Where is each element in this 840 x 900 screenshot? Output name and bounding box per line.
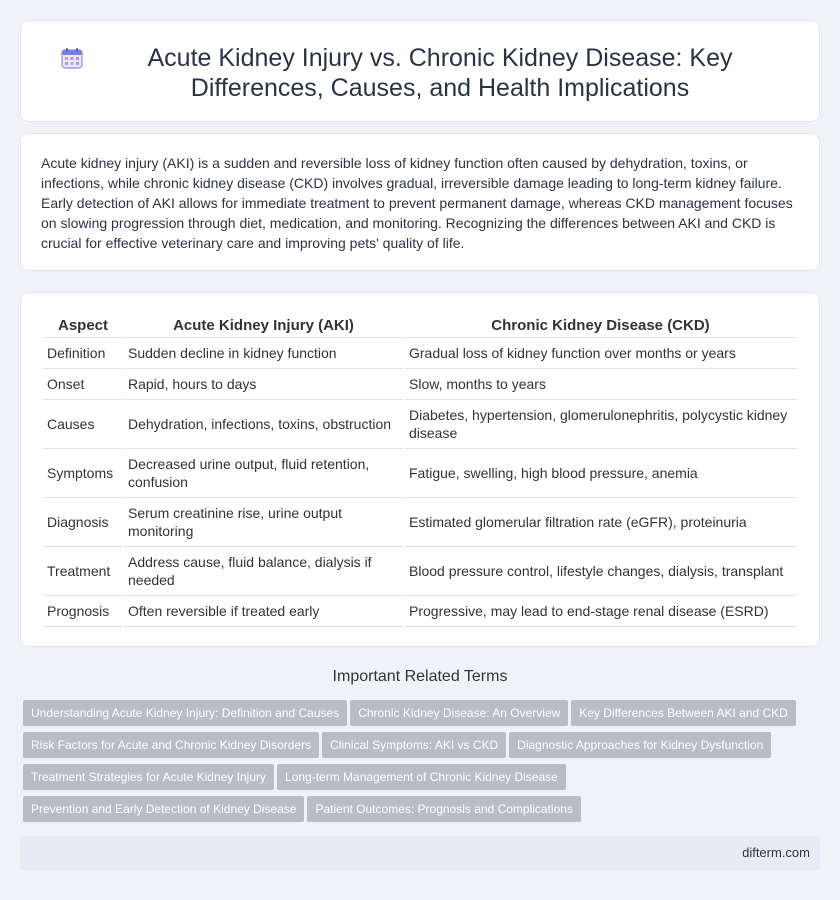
- related-term-tag[interactable]: Chronic Kidney Disease: An Overview: [350, 700, 568, 726]
- row-aspect: Definition: [43, 337, 123, 368]
- row-aki: Often reversible if treated early: [123, 595, 404, 626]
- row-aki: Rapid, hours to days: [123, 368, 404, 399]
- intro-paragraph: Acute kidney injury (AKI) is a sudden and reversible loss of kidney function often caused by dehydration, toxins, or infections, while chronic kidney disease (CKD) involves gradual, irreversible damage leading to long-term kidney failure. Early detection of AKI allows for immediate treatment to prevent permanent damage, whereas CKD management focuses on slowing progression through diet, medication, and monitoring. Recognizing the differences between AKI and CKD is crucial for effective veterinary care and improving pets' quality of life.: [41, 155, 793, 251]
- row-ckd: Fatigue, swelling, high blood pressure, anemia: [404, 448, 797, 497]
- row-aspect: Diagnosis: [43, 497, 123, 546]
- table-row: [43, 546, 797, 595]
- row-aki: Sudden decline in kidney function: [123, 337, 404, 368]
- related-term-tag[interactable]: Clinical Symptoms: AKI vs CKD: [322, 732, 506, 758]
- row-ckd: Slow, months to years: [404, 368, 797, 399]
- header-aspect: Aspect: [43, 307, 123, 337]
- row-aspect: Onset: [43, 368, 123, 399]
- comparison-table: [43, 307, 797, 627]
- row-ckd: Estimated glomerular filtration rate (eGFR), proteinuria: [404, 497, 797, 546]
- table-row: [43, 368, 797, 399]
- page-title: Acute Kidney Injury vs. Chronic Kidney Disease: Key Differences, Causes, and Health Implications: [147, 44, 733, 102]
- table-row: [43, 448, 797, 497]
- footer: [20, 836, 820, 870]
- related-term-tag[interactable]: Key Differences Between AKI and CKD: [571, 700, 796, 726]
- related-term-tag[interactable]: Understanding Acute Kidney Injury: Definition and Causes: [23, 700, 347, 726]
- related-term-tag[interactable]: Long-term Management of Chronic Kidney Disease: [277, 764, 566, 790]
- related-terms-heading: Important Related Terms: [332, 668, 508, 685]
- row-ckd: Diabetes, hypertension, glomerulonephritis, polycystic kidney disease: [404, 399, 797, 448]
- table-row: [43, 497, 797, 546]
- row-ckd: Gradual loss of kidney function over months or years: [404, 337, 797, 368]
- table-row: [43, 399, 797, 448]
- row-aki: Decreased urine output, fluid retention, confusion: [123, 448, 404, 497]
- row-aki: Serum creatinine rise, urine output monitoring: [123, 497, 404, 546]
- row-aspect: Symptoms: [43, 448, 123, 497]
- row-aspect: Causes: [43, 399, 123, 448]
- row-ckd: Progressive, may lead to end-stage renal disease (ESRD): [404, 595, 797, 626]
- footer-site-link[interactable]: difterm.com: [742, 845, 810, 860]
- comparison-table-card: [20, 292, 820, 647]
- table-row: [43, 337, 797, 368]
- header-ckd: Chronic Kidney Disease (CKD): [404, 307, 797, 337]
- title-card: [20, 20, 820, 122]
- row-ckd: Blood pressure control, lifestyle changes, dialysis, transplant: [404, 546, 797, 595]
- header-aki: Acute Kidney Injury (AKI): [123, 307, 404, 337]
- related-term-tag[interactable]: Prevention and Early Detection of Kidney Disease: [23, 796, 304, 822]
- table-header-row: [43, 307, 797, 337]
- related-term-tag[interactable]: Treatment Strategies for Acute Kidney Injury: [23, 764, 274, 790]
- related-term-tag[interactable]: Risk Factors for Acute and Chronic Kidney Disorders: [23, 732, 319, 758]
- table-row: [43, 595, 797, 626]
- row-aspect: Treatment: [43, 546, 123, 595]
- row-aspect: Prognosis: [43, 595, 123, 626]
- intro-card: [20, 133, 820, 271]
- related-term-tag[interactable]: Patient Outcomes: Prognosis and Complications: [307, 796, 580, 822]
- row-aki: Address cause, fluid balance, dialysis if needed: [123, 546, 404, 595]
- related-terms-list: [23, 700, 803, 828]
- row-aki: Dehydration, infections, toxins, obstruction: [123, 399, 404, 448]
- related-term-tag[interactable]: Diagnostic Approaches for Kidney Dysfunction: [509, 732, 771, 758]
